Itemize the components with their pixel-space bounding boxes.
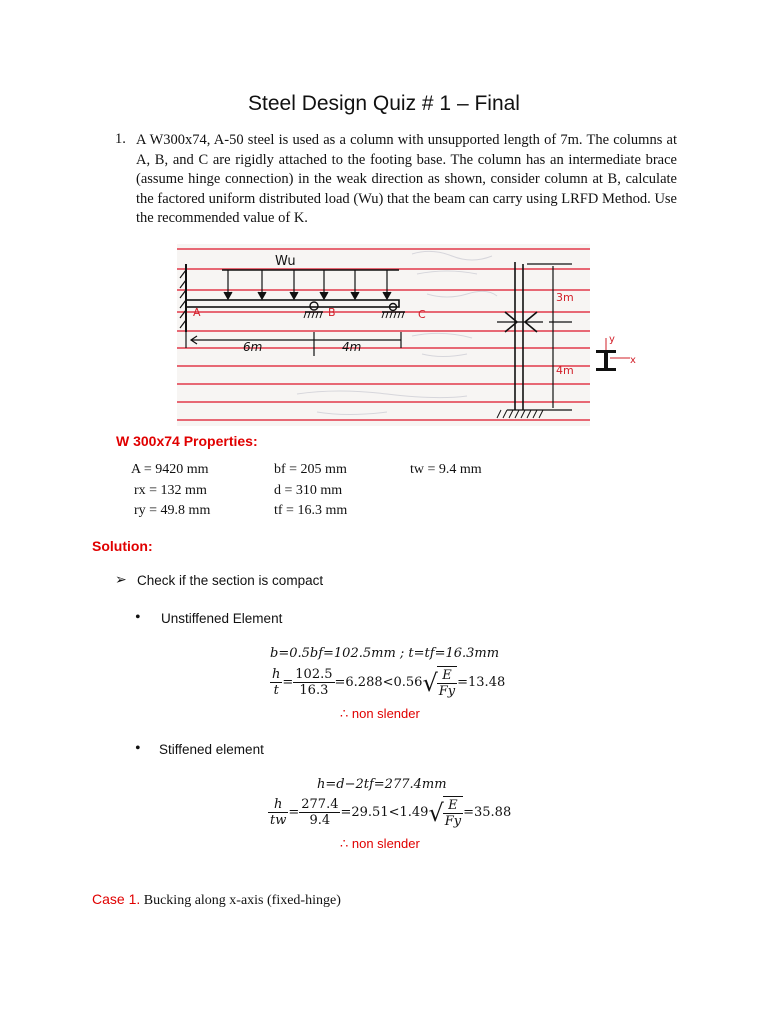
unstiffened-conclusion: ∴ non slender [340,706,420,721]
height-4m-label: 4m [556,364,574,377]
unstiffened-line1: b=0.5bf=102.5mm ; t=tf=16.3mm [270,646,500,661]
prop-tw: tw = 9.4 mm [410,462,482,477]
arrow-bullet-icon: ➢ [115,573,127,588]
span-4m-label: 4m [342,340,362,354]
solution-heading: Solution: [92,538,153,554]
svg-text:y: y [609,334,615,345]
load-label: Wu [275,254,296,269]
question-number: 1. [115,131,126,147]
case-1-text: Bucking along x-axis (fixed-hinge) [140,893,341,908]
case-1-label: Case 1. [92,891,141,907]
i-section-icon [590,330,640,380]
stiffened-heading: Stiffened element [159,742,264,757]
stiffened-equation: $\frac{h}{tw}$ = $\frac{277.4}{9.4}$ =29.51<1.49 √ $\frac{E}{Fy}$ =35.88 [270,797,512,829]
prop-d: d = 310 mm [274,483,343,498]
prop-ry: ry = 49.8 mm [134,503,211,518]
check-compact-text: Check if the section is compact [137,573,324,588]
case-1-line [92,891,341,909]
problem-figure [177,244,590,426]
bullet-dot-icon: • [135,740,141,757]
unstiffened-heading: Unstiffened Element [161,611,283,626]
point-b-label: B [328,306,336,319]
prop-rx: rx = 132 mm [134,483,207,498]
unstiffened-equation: $\frac{h}{t}$ = $\frac{102.5}{16.3}$ =6.288<0.56 √ $\frac{E}{Fy}$ =13.48 [272,667,506,699]
bullet-dot-icon: • [135,609,141,626]
span-6m-label: 6m [243,340,263,354]
stiffened-conclusion: ∴ non slender [340,836,420,851]
point-a-label: A [193,306,201,319]
prop-bf: bf = 205 mm [274,462,347,477]
page-title: Steel Design Quiz # 1 – Final [248,92,520,115]
stiffened-line1: h=d−2tf=277.4mm [317,777,447,792]
height-3m-label: 3m [556,291,574,304]
prop-tf: tf = 16.3 mm [274,503,348,518]
prop-area: A = 9420 mm [131,462,209,477]
point-c-label: C [418,308,426,321]
properties-heading: W 300x74 Properties: [116,433,258,449]
svg-text:x: x [630,355,636,366]
question-text: A W300x74, A-50 steel is used as a column with unsupported length of 7m. The columns at A, B, and C are rigidly attached to the footing base. The column has an intermediate brace (assume hinge connection) in the weak direction as shown, consider column at B, calculate the factored uniform distributed load (Wu) that the beam can carry using LRFD Method. Use the recommended value of K. [136,132,677,226]
